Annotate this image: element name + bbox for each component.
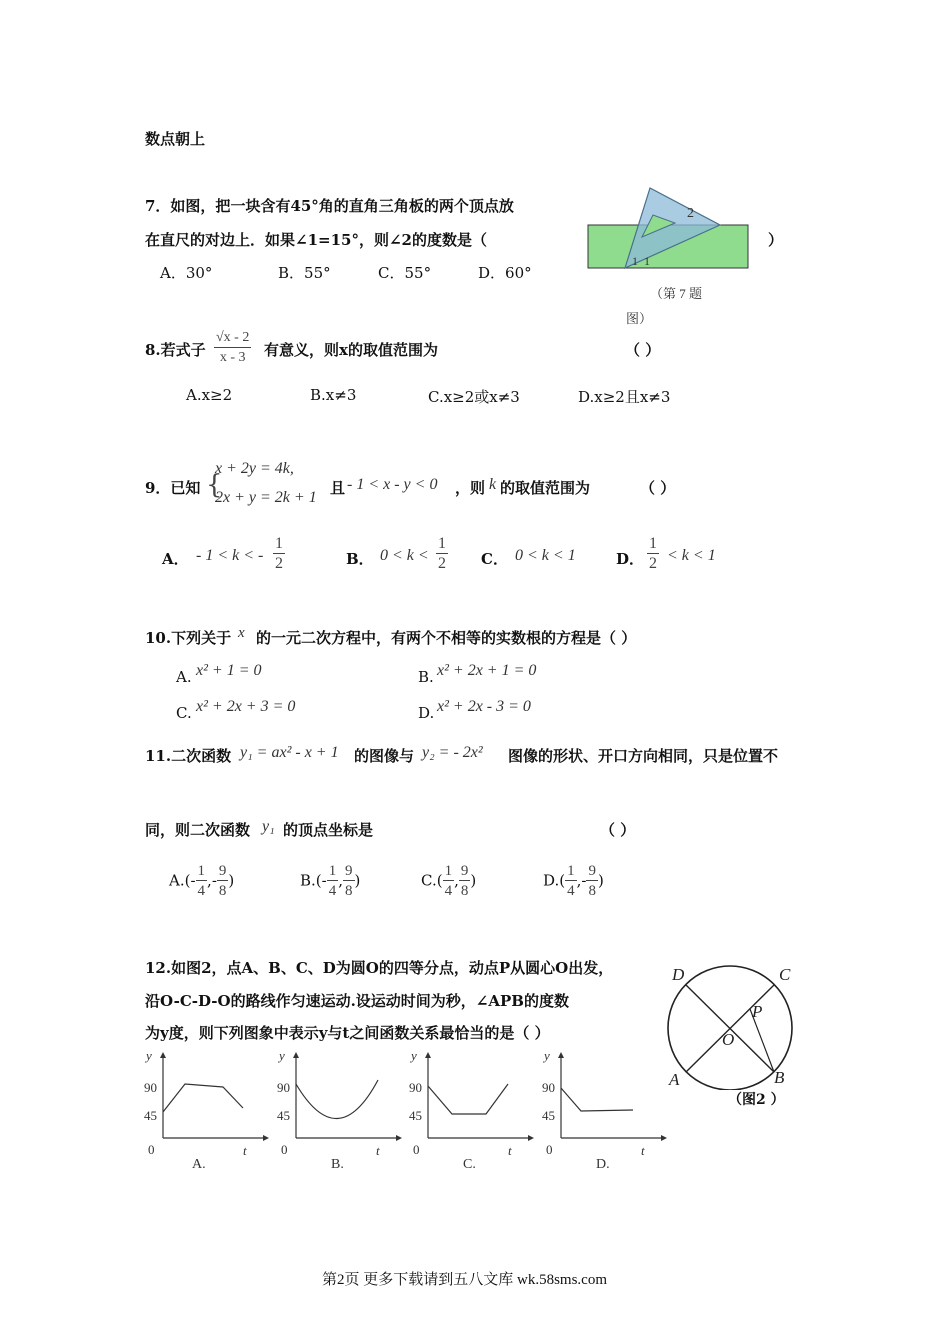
q8-stem-pre: 8.若式子 (145, 341, 206, 359)
q11-y2-expr: y₂ = - 2x² (422, 744, 483, 761)
q7-fig-caption-1: （第 7 题 (650, 286, 703, 301)
q10-option-b-label: B. (418, 668, 434, 686)
graph-label: A. (192, 1157, 206, 1172)
graph-c-curve (428, 1084, 508, 1114)
q7-paren-close: ） (768, 231, 784, 249)
point-p-label: P (752, 1002, 763, 1021)
q7-line2: 在直尺的对边上．如果∠1=15°，则∠2的度数是（ (145, 231, 487, 249)
comma: , (454, 871, 459, 890)
q8-paren: （ ） (625, 341, 661, 359)
q10-option-d: x² + 2x - 3 = 0 (437, 698, 531, 715)
q10-stem-pre: 10.下列关于 (145, 629, 232, 647)
q9-option-d-label: D． (616, 550, 645, 568)
tick-45: 45 (144, 1108, 157, 1123)
q11-y1b: y₁ (262, 818, 275, 835)
q7-fig-caption-2: 图） (626, 311, 653, 326)
origin: 0 (148, 1142, 155, 1157)
frac-den: 2 (438, 555, 446, 572)
q7-line1: 7．如图，把一块含有45°角的直角三角板的两个顶点放 (145, 197, 514, 215)
graph-d-axes (543, 1050, 668, 1160)
q9-option-d-frac (647, 535, 659, 574)
frac-den: 4 (567, 883, 575, 899)
q8-option-c: C.x≥2或x≠3 (428, 388, 520, 406)
q11-stem2-pre: 同，则二次函数 (145, 821, 251, 839)
q11-option-d (543, 862, 604, 901)
frac-den: 2 (649, 555, 657, 572)
q9-stem-end: 的取值范围为 (500, 479, 591, 497)
frac-num: 9 (460, 863, 469, 879)
q9-brace: { (206, 470, 223, 500)
q9-option-b-frac (436, 535, 448, 574)
q11-stem1-mid: 的图像与 (354, 747, 415, 765)
q12-line1: 12.如图2，点A、B、C、D为圆O的四等分点，动点P从圆心O出发， (145, 959, 614, 977)
q12-line3: 为y度，则下列图象中表示y与t之间函数关系最恰当的是（ ） (145, 1024, 550, 1042)
q10-option-c: x² + 2x + 3 = 0 (196, 698, 296, 715)
frac-num: 1 (275, 535, 283, 552)
frac-num: 1 (197, 863, 206, 879)
frac-den: 4 (444, 883, 453, 899)
frac-den: 8 (218, 883, 227, 899)
q11-y1-expr: y₁ = ax² - x + 1 (240, 744, 339, 761)
graph-a (145, 1050, 270, 1180)
frac-num: 9 (345, 863, 353, 879)
graph-d (543, 1050, 668, 1180)
q9-option-b-expr: 0 < k < (380, 547, 429, 564)
q7-option-a: A．30° (160, 264, 213, 282)
tick-45: 45 (542, 1108, 555, 1123)
origin: 0 (281, 1142, 288, 1157)
q8-fraction (214, 329, 251, 368)
close-paren: ) (597, 871, 604, 890)
q10-option-d-label: D. (418, 704, 435, 722)
comma: , (576, 871, 582, 890)
q11-option-a (169, 862, 234, 901)
t-label: t (508, 1143, 512, 1158)
y-label: y (279, 1048, 285, 1063)
tick-90: 90 (542, 1080, 555, 1095)
graph-label: D. (596, 1157, 610, 1172)
q9-condition: - 1 < x - y < 0 (347, 476, 438, 493)
graph-b-curve (296, 1080, 378, 1119)
q8-frac-num: √x - 2 (214, 329, 251, 348)
q9-option-c-label: C． (481, 550, 508, 568)
frac-num: 1 (567, 863, 575, 879)
q9-option-a-expr: - 1 < k < - (196, 547, 264, 564)
frac-den: 8 (345, 883, 353, 899)
q9-option-b-label: B． (346, 550, 374, 568)
point-o-label: O (722, 1030, 735, 1049)
angle-1b-label: 1 (644, 254, 650, 268)
graph-b (278, 1050, 403, 1180)
y-label: y (544, 1048, 550, 1063)
frac-num: 9 (218, 863, 227, 879)
minus: - (211, 871, 217, 890)
minus: - (581, 871, 587, 890)
opt-prefix: B.(- (300, 871, 327, 890)
graph-a-axes (145, 1050, 270, 1160)
page-footer: 第2页 更多下载请到五八文库 wk.58sms.com (322, 1272, 608, 1288)
t-label: t (243, 1143, 247, 1158)
q7-option-c: C．55° (378, 264, 432, 282)
q7-figure (585, 185, 755, 275)
q9-equation-1: x + 2y = 4k, (215, 460, 294, 477)
q10-stem-post: 的一元二次方程中，有两个不相等的实数根的方程是（ ） (256, 629, 637, 647)
q11-paren: （ ） (600, 821, 636, 839)
close-paren: ) (354, 871, 361, 890)
frac-num: 1 (649, 535, 657, 552)
tick-45: 45 (277, 1108, 290, 1123)
frac-num: 1 (328, 863, 337, 879)
q8-stem-post: 有意义，则x的取值范围为 (264, 341, 438, 359)
graph-label: B. (331, 1157, 344, 1172)
q8-option-d: D.x≥2且x≠3 (578, 388, 671, 406)
q9-cond-post: ，则 (455, 479, 486, 497)
frac-den: 2 (275, 555, 283, 572)
q9-equation-2: 2x + y = 2k + 1 (215, 489, 317, 506)
frac-den: 8 (460, 883, 469, 899)
q9-option-a-frac (273, 535, 285, 574)
q9-paren: （ ） (640, 479, 676, 497)
graph-a-curve (163, 1084, 243, 1112)
comma: , (207, 871, 212, 890)
frac-den: 8 (588, 883, 596, 899)
graph-c-axes (410, 1050, 535, 1160)
q7-option-d: D．60° (478, 264, 532, 282)
q12-line2: 沿O-C-D-O的路线作匀速运动.设运动时间为秒，∠APB的度数 (145, 992, 569, 1010)
y-label: y (411, 1048, 417, 1063)
q11-stem1-pre: 11.二次函数 (145, 747, 232, 765)
q9-option-a-label: A． (162, 550, 189, 568)
frac-num: 1 (438, 535, 446, 552)
q10-option-c-label: C. (176, 704, 192, 722)
point-b-label: B (774, 1068, 785, 1087)
q11-stem1-post: 图像的形状、开口方向相同，只是位置不 (508, 747, 779, 765)
q10-option-a-label: A. (176, 668, 192, 686)
q8-option-b: B.x≠3 (310, 386, 357, 404)
q12-fig-caption: （图2 ） (728, 1092, 785, 1108)
q7-option-b: B．55° (278, 264, 331, 282)
comma: , (338, 871, 343, 890)
continuation-text: 数点朝上 (145, 130, 206, 148)
tick-90: 90 (144, 1080, 157, 1095)
angle-1-label: 1 (632, 254, 638, 268)
q9-stem-pre: 9．已知 (145, 479, 201, 497)
q10-x: x (238, 625, 245, 641)
frac-num: 9 (588, 863, 596, 879)
t-label: t (376, 1143, 380, 1158)
close-paren: ) (470, 871, 477, 890)
opt-prefix: C.( (421, 871, 443, 890)
q8-frac-den: x - 3 (219, 350, 246, 365)
graph-d-curve (561, 1088, 633, 1111)
origin: 0 (546, 1142, 553, 1157)
opt-prefix: D.( (543, 871, 566, 890)
point-d-label: D (672, 965, 685, 984)
q10-option-a: x² + 1 = 0 (196, 662, 262, 679)
frac-num: 1 (444, 863, 453, 879)
origin: 0 (413, 1142, 420, 1157)
q11-option-b (300, 862, 360, 901)
angle-2-label: 2 (687, 206, 694, 221)
y-label: y (146, 1048, 152, 1063)
graph-b-axes (278, 1050, 403, 1160)
q9-option-c-expr: 0 < k < 1 (515, 547, 576, 564)
tick-45: 45 (409, 1108, 422, 1123)
q10-option-b: x² + 2x + 1 = 0 (437, 662, 537, 679)
point-c-label: C (779, 965, 791, 984)
tick-90: 90 (409, 1080, 422, 1095)
point-a-label: A (669, 1070, 680, 1089)
frac-den: 4 (328, 883, 337, 899)
graph-label: C. (463, 1157, 476, 1172)
close-paren: ) (228, 871, 235, 890)
q11-option-c (421, 862, 476, 901)
tick-90: 90 (277, 1080, 290, 1095)
frac-den: 4 (197, 883, 206, 899)
q8-option-a: A.x≥2 (186, 386, 233, 404)
q11-stem2-post: 的顶点坐标是 (283, 821, 374, 839)
t-label: t (641, 1143, 645, 1158)
q9-k: k (489, 476, 497, 493)
opt-prefix: A.(- (169, 871, 196, 890)
q9-option-d-expr: < k < 1 (667, 547, 716, 564)
q9-cond-pre: 且 (330, 479, 346, 497)
graph-c (410, 1050, 535, 1180)
